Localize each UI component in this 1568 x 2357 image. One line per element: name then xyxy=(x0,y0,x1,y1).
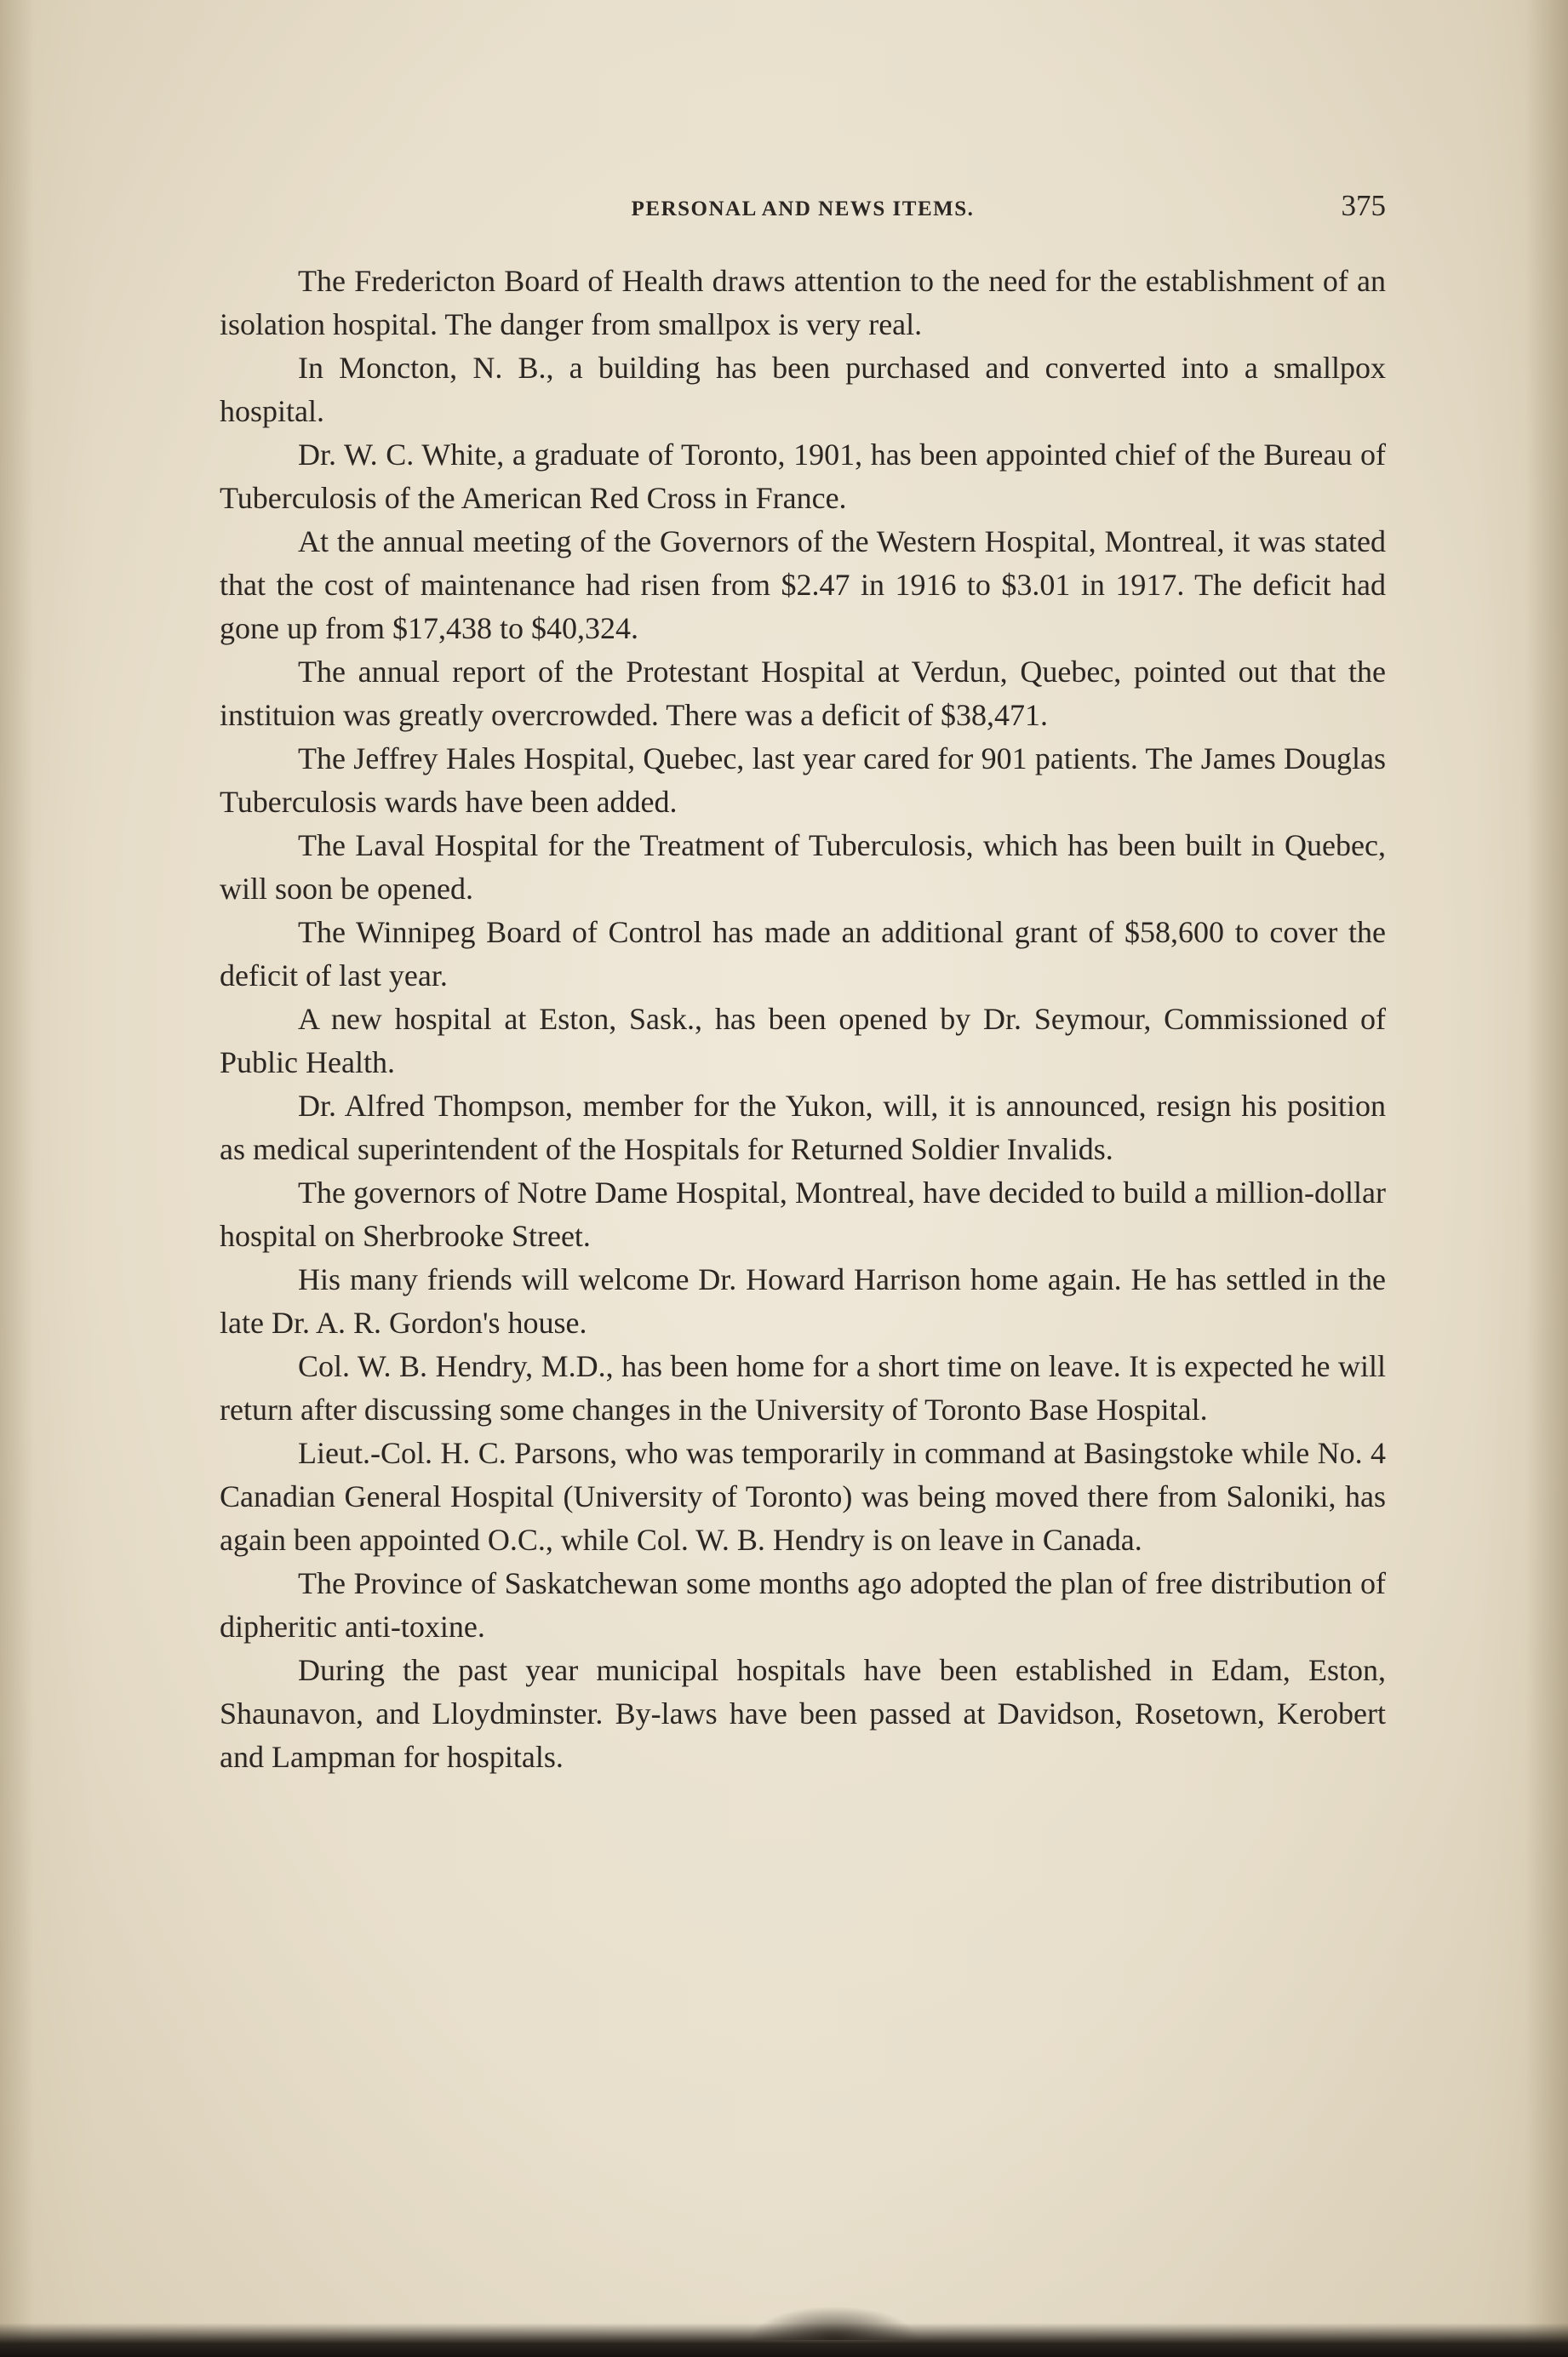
paragraph-fredericton: The Fredericton Board of Health draws attention to the need for the establishment of an isolation hospital. The danger from smallpox is very real. xyxy=(220,264,1386,341)
paragraph-jeffrey-hales: The Jeffrey Hales Hospital, Quebec, last year cared for 901 patients. The James Douglas Tuberculosis wards have been added. xyxy=(220,741,1386,819)
page-edge-right xyxy=(1525,0,1568,2357)
body-text xyxy=(220,260,1386,1779)
page-number: 375 xyxy=(1341,189,1386,222)
paragraph-eston: A new hospital at Eston, Sask., has been opened by Dr. Seymour, Commissioned of Public Health. xyxy=(220,1002,1386,1079)
paragraph-winnipeg: The Winnipeg Board of Control has made an additional grant of $58,600 to cover the deficit of last year. xyxy=(220,915,1386,993)
paragraph-saskatchewan: The Province of Saskatchewan some months ago adopted the plan of free distribution of dipheritic anti-toxine. xyxy=(220,1566,1386,1644)
page-bottom-shadow xyxy=(0,2323,1568,2357)
paragraph-thompson: Dr. Alfred Thompson, member for the Yukon, will, it is announced, resign his position as medical superintendent of the Hospitals for Returned Soldier Invalids. xyxy=(220,1089,1386,1166)
page-edge-left xyxy=(0,0,34,2357)
paragraph-harrison: His many friends will welcome Dr. Howard Harrison home again. He has settled in the late Dr. A. R. Gordon's house. xyxy=(220,1262,1386,1340)
paragraph-white: Dr. W. C. White, a graduate of Toronto, 1901, has been appointed chief of the Bureau of Tuberculosis of the American Red Cross in France. xyxy=(220,438,1386,515)
page-header xyxy=(220,189,1386,232)
paragraph-notre-dame: The governors of Notre Dame Hospital, Montreal, have decided to build a million-dollar hospital on Sherbrooke Street. xyxy=(220,1176,1386,1253)
paragraph-protestant-hospital: The annual report of the Protestant Hospital at Verdun, Quebec, pointed out that the instituion was greatly overcrowded. There was a deficit of $38,471. xyxy=(220,655,1386,732)
paragraph-hendry: Col. W. B. Hendry, M.D., has been home for a short time on leave. It is expected he will return after discussing some changes in the University of Toronto Base Hospital. xyxy=(220,1349,1386,1427)
paragraph-western-hospital: At the annual meeting of the Governors of the Western Hospital, Montreal, it was stated that the cost of maintenance had risen from $2.47 in 1916 to $3.01 in 1917. The deficit had gone up from $17,438 to $40,324. xyxy=(220,524,1386,645)
paragraph-laval-hospital: The Laval Hospital for the Treatment of Tuberculosis, which has been built in Quebec, will soon be opened. xyxy=(220,828,1386,906)
paragraph-parsons: Lieut.-Col. H. C. Parsons, who was temporarily in command at Basingstoke while No. 4 Canadian General Hospital (University of Toronto) was being moved there from Saloniki, has again been appointed O.C., while Col. W. B. Hendry is on leave in Canada. xyxy=(220,1436,1386,1557)
running-head: PERSONAL AND NEWS ITEMS. xyxy=(631,197,975,220)
paragraph-moncton: In Moncton, N. B., a building has been purchased and converted into a smallpox hospital. xyxy=(220,351,1386,428)
paragraph-municipal-hospitals: During the past year municipal hospitals have been established in Edam, Eston, Shaunavon, and Lloydminster. By-laws have been passed at Davidson, Rosetown, Kerobert and Lampman for hospitals. xyxy=(220,1653,1386,1774)
